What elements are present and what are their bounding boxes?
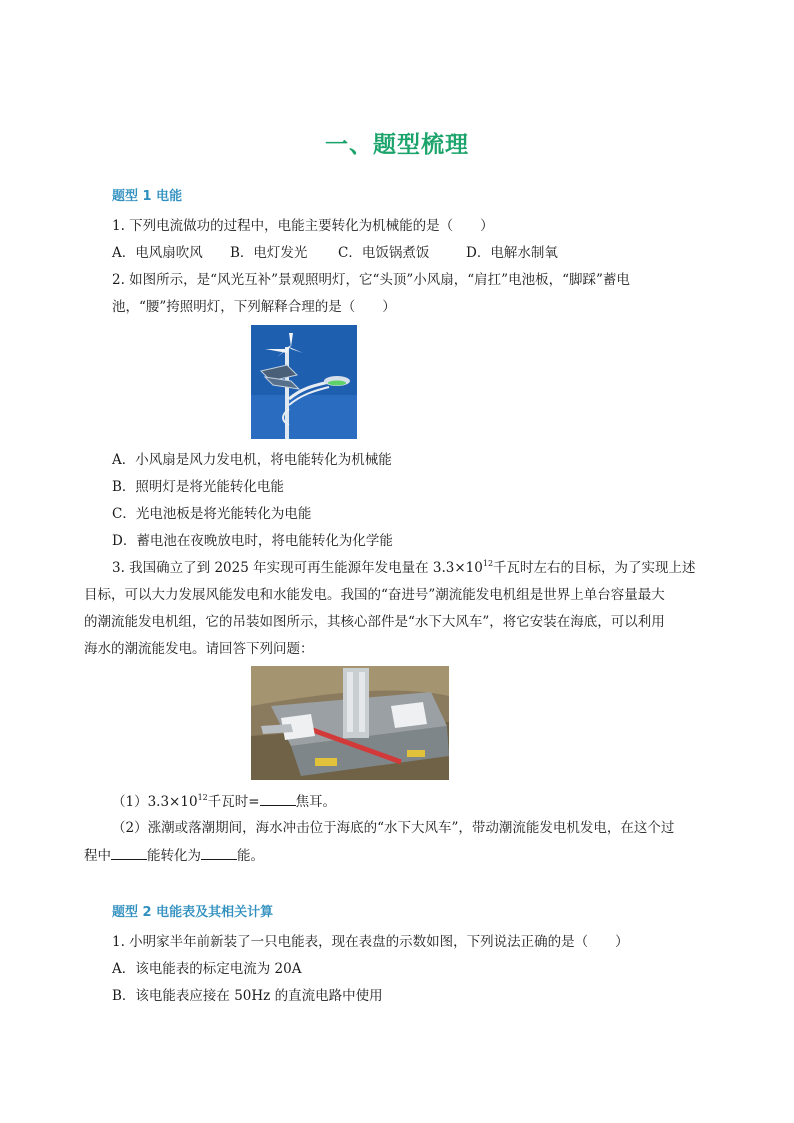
q2-stem-line2: 池，“腰”挎照明灯，下列解释合理的是（ ） [112, 299, 396, 315]
q1-option-b: B．电灯发光 [230, 245, 308, 261]
q3-sub1-part-c: 焦耳。 [295, 794, 337, 810]
q3-sub2-line2 [84, 845, 264, 866]
s2-q1-stem: 1. 小明家半年前新装了一只电能表，现在表盘的示数如图，下列说法正确的是（ ） [112, 934, 629, 950]
q1-option-d: D．电解水制氧 [466, 245, 558, 261]
s2-q1-option-a: A．该电能表的标定电流为 20A [112, 961, 302, 977]
q2-option-d: D．蓄电池在夜晚放电时，将电能转化为化学能 [112, 533, 393, 549]
q1-option-a: A．电风扇吹风 [112, 245, 203, 261]
q3-line1-part-b: 千瓦时左右的目标，为了实现上述 [493, 560, 696, 576]
s2-q1-option-b: B．该电能表应接在 50Hz 的直流电路中使用 [112, 988, 383, 1004]
q3-line1-part-a: 3. 我国确立了到 2025 年实现可再生能源年发电量在 3.3×10 [112, 560, 483, 576]
q2-option-b: B．照明灯是将光能转化电能 [112, 479, 284, 495]
q3-sub2-answer-blank-1[interactable] [111, 845, 147, 860]
q3-sub2-part-b: 能转化为 [147, 848, 201, 864]
section-heading-2: 题型 2 电能表及其相关计算 [112, 905, 274, 920]
q3-sub1-answer-blank[interactable] [260, 791, 296, 806]
q2-option-c: C．光电池板是将光能转化为电能 [112, 506, 312, 522]
q3-sub2-line1: （2）涨潮或落潮期间，海水冲击位于海底的“水下大风车”，带动潮流能发电机发电，在这个过 [112, 820, 675, 836]
q3-line2: 目标，可以大力发展风能发电和水能发电。我国的“奋进号”潮流能发电机组是世界上单台容量最大 [84, 587, 665, 603]
street-lamp-figure [251, 325, 357, 439]
q3-sub2-part-a: 程中 [84, 848, 111, 864]
q3-sub1-part-b: 千瓦时= [207, 794, 260, 810]
q1-option-c: C．电饭锅煮饭 [338, 245, 430, 261]
q3-sub1-exponent: 12 [197, 793, 208, 802]
page-title: 一、题型梳理 [325, 132, 469, 158]
q2-option-a: A．小风扇是风力发电机，将电能转化为机械能 [112, 452, 392, 468]
q3-line4: 海水的潮流能发电。请回答下列问题： [84, 641, 314, 657]
q1-stem: 1. 下列电流做功的过程中，电能主要转化为机械能的是（ ） [112, 218, 494, 234]
q3-line1-exponent: 12 [482, 559, 494, 568]
q3-sub1 [112, 791, 336, 812]
tidal-generator-figure [251, 666, 449, 780]
q3-line1 [112, 558, 696, 578]
q3-line3: 的潮流能发电机组，它的吊装如图所示，其核心部件是“水下大风车”，将它安装在海底，可以利用 [84, 614, 665, 630]
q3-sub2-answer-blank-2[interactable] [201, 845, 237, 860]
section-heading-1: 题型 1 电能 [112, 189, 183, 204]
q3-sub1-part-a: （1）3.3×10 [112, 794, 198, 810]
q2-stem-line1: 2. 如图所示，是“风光互补”景观照明灯，它“头顶”小风扇，“肩扛”电池板，“脚踩”蓄电 [112, 272, 630, 288]
q3-sub2-part-c: 能。 [237, 848, 264, 864]
